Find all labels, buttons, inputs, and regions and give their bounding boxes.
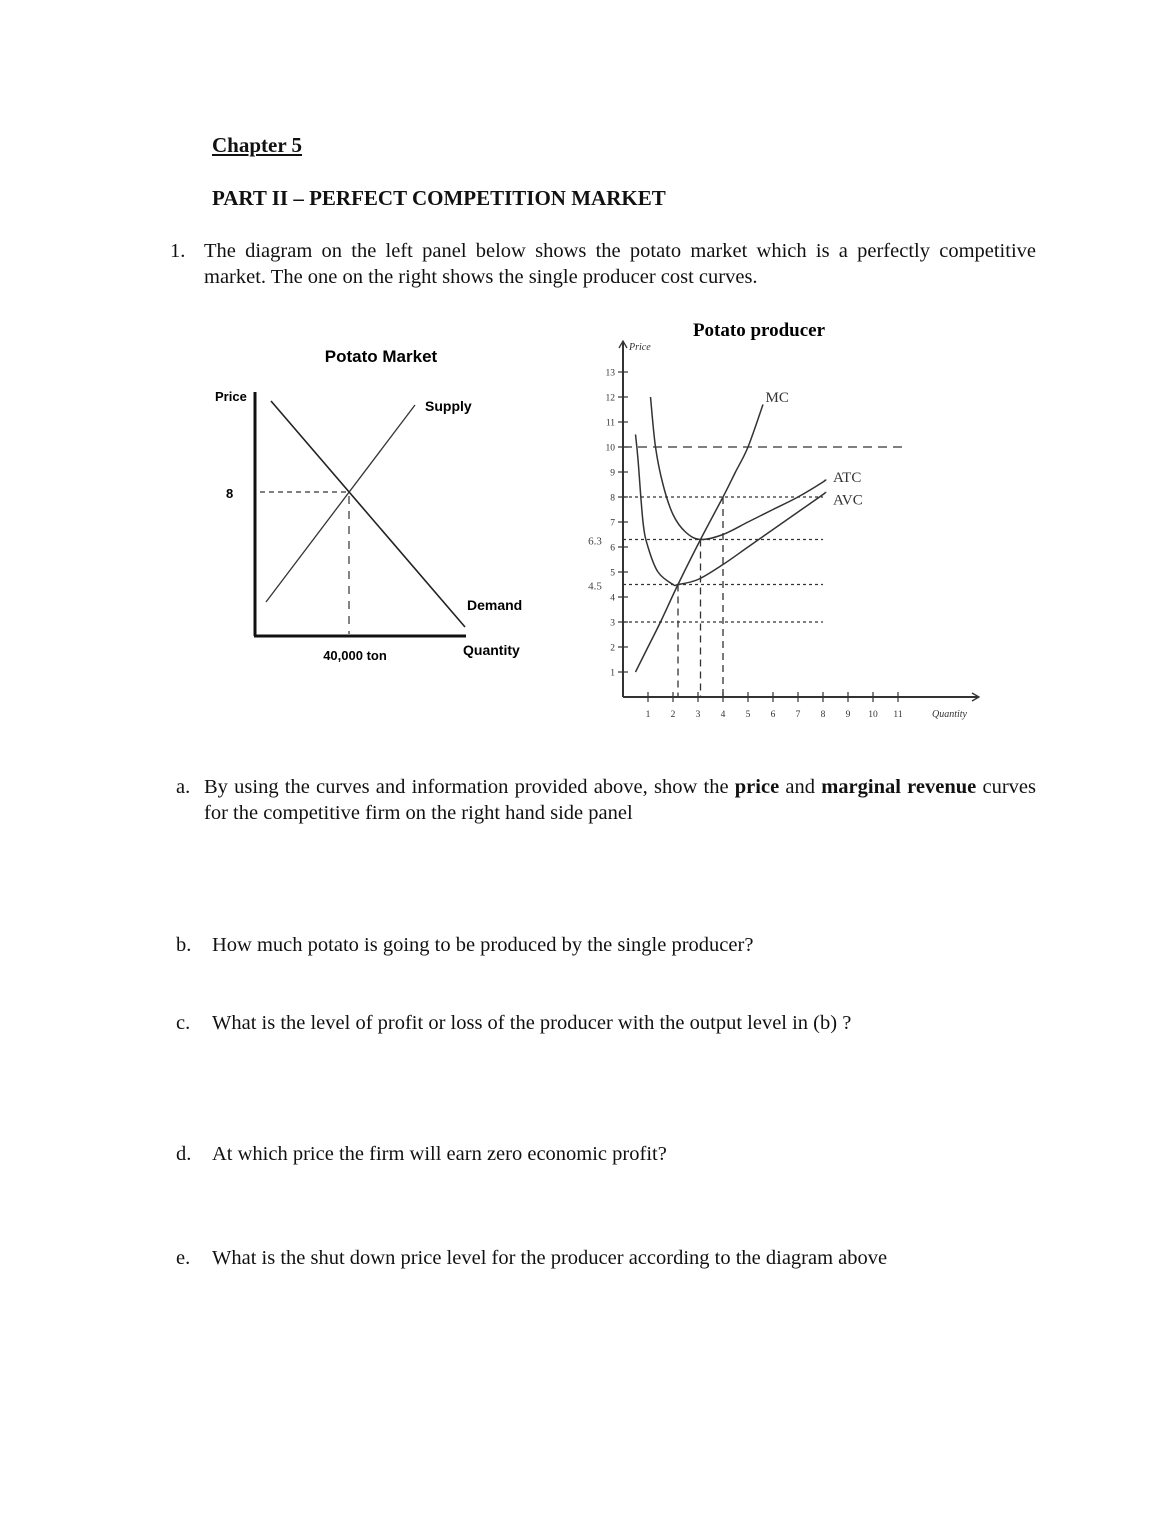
avc-curve <box>636 435 826 586</box>
text-run: curves for the competitive firm on the right hand side panel <box>204 776 1036 824</box>
sub-question-label: e. <box>176 1247 191 1269</box>
sub-question-label: c. <box>176 1012 191 1034</box>
sub-question-a-text <box>204 774 1036 826</box>
y-tick-label: 10 <box>605 443 615 454</box>
x-tick-label: 6 <box>770 710 776 720</box>
x-tick-label: 2 <box>670 710 676 720</box>
question-number: 1. <box>170 240 186 262</box>
sub-question-c <box>176 1010 851 1036</box>
emphasized-text: marginal revenue <box>821 776 977 798</box>
price-value-label: 4.5 <box>588 580 602 593</box>
x-tick-label: 5 <box>745 710 751 720</box>
supply-curve <box>266 405 415 602</box>
x-tick-label: 7 <box>795 710 801 720</box>
y-tick-label: 12 <box>605 393 615 404</box>
sub-question-text: What is the shut down price level for the producer according to the diagram above <box>212 1247 888 1269</box>
y-tick-label: 6 <box>610 543 615 554</box>
part-title: PART II – PERFECT COMPETITION MARKET <box>212 186 666 210</box>
chart-title: Potato Market <box>324 347 438 366</box>
y-tick-label: 4 <box>610 593 615 604</box>
avc-label: AVC <box>833 492 863 509</box>
x-tick-label: 3 <box>695 710 701 720</box>
text-run: By using the curves and information provided above, show the <box>204 776 735 798</box>
y-tick-label: 1 <box>610 668 615 679</box>
y-tick-label: 5 <box>610 568 615 579</box>
x-axis-label: Quantity <box>463 642 520 658</box>
y-tick-label: 11 <box>605 418 615 429</box>
equilibrium-quantity-label: 40,000 ton <box>323 648 387 663</box>
y-tick-label: 13 <box>605 368 615 379</box>
y-axis-label: Price <box>215 389 247 404</box>
curves-group <box>636 397 826 672</box>
y-tick-label: 3 <box>610 618 615 629</box>
y-axis-label: Price <box>629 342 651 353</box>
sub-question-text: How much potato is going to be produced by the single producer? <box>212 934 754 956</box>
supply-label: Supply <box>425 398 472 414</box>
labels-group <box>766 390 863 509</box>
y-tick-label: 2 <box>610 643 615 654</box>
sub-question-text: What is the level of profit or loss of the producer with the output level in (b) ? <box>212 1012 852 1034</box>
text-run: and <box>779 776 822 798</box>
chapter-heading: Chapter 5 <box>212 133 303 157</box>
potato-market-chart <box>200 330 560 680</box>
sub-question-label: d. <box>176 1143 192 1165</box>
equilibrium-price-label: 8 <box>226 486 234 501</box>
mc-label: MC <box>765 390 789 406</box>
demand-curve <box>271 401 465 627</box>
atc-label: ATC <box>833 470 862 486</box>
x-tick-label: 9 <box>845 710 851 720</box>
sub-question-text: At which price the firm will earn zero economic profit? <box>212 1143 667 1165</box>
x-axis-label: Quantity <box>932 709 967 720</box>
demand-label: Demand <box>467 597 523 613</box>
chart-title: Potato producer <box>692 320 826 341</box>
sub-question-e <box>176 1245 887 1271</box>
potato-producer-chart <box>560 310 1000 730</box>
emphasized-text: price <box>734 776 780 798</box>
y-tick-label: 8 <box>610 493 615 504</box>
x-tick-label: 10 <box>868 710 878 720</box>
x-tick-label: 11 <box>893 710 903 720</box>
x-tick-label: 8 <box>820 710 826 720</box>
sub-question-b <box>176 932 753 958</box>
reference-lines-group <box>623 447 906 697</box>
sub-question-d <box>176 1141 667 1167</box>
sub-question-label: a. <box>176 776 191 798</box>
sub-question-label: b. <box>176 934 192 956</box>
y-tick-label: 9 <box>610 468 615 479</box>
x-tick-label: 4 <box>720 710 726 720</box>
question-text: The diagram on the left panel below shows the potato market which is a perfectly competitive market. The one on the right shows the single producer cost curves. <box>204 240 1036 288</box>
y-tick-label: 7 <box>610 518 615 529</box>
price-value-label: 6.3 <box>588 535 602 548</box>
x-tick-label: 1 <box>645 710 651 720</box>
